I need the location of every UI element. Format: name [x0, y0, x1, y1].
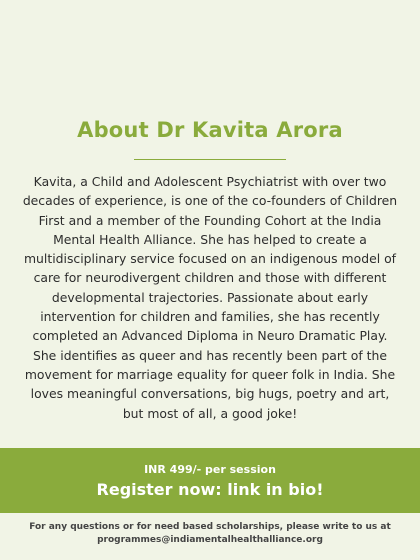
page-title: About Dr Kavita Arora — [77, 118, 343, 142]
bio-paragraph: Kavita, a Child and Adolescent Psychiatrist with over two decades of experience, is one of the co-founders of Children First and a member of the Founding Cohort at the India Mental Health Alliance. She has helped to create a multidisciplinary service focused on an indigenous model of care for neurodivergent children and those with different developmental trajectories. Passionate about early intervention for children and families, she has recently completed an Advanced Diploma in Neuro Dramatic Play. She identifies as queer and has recently been part of the movement for marriage equality for queer folk in India. She loves meaningful conversations, big hugs, poetry and art, but most of all, a good joke! — [22, 174, 398, 421]
session-price: INR 499/- per session — [144, 463, 276, 476]
register-link-text: Register now: link in bio! — [96, 480, 324, 499]
contact-email: programmes@indiamentalhealthalliance.org — [97, 535, 323, 545]
registration-banner — [0, 448, 420, 513]
contact-info — [10, 521, 410, 547]
title-divider — [134, 159, 286, 160]
contact-text: For any questions or for need based scholarships, please write to us at — [29, 522, 391, 532]
